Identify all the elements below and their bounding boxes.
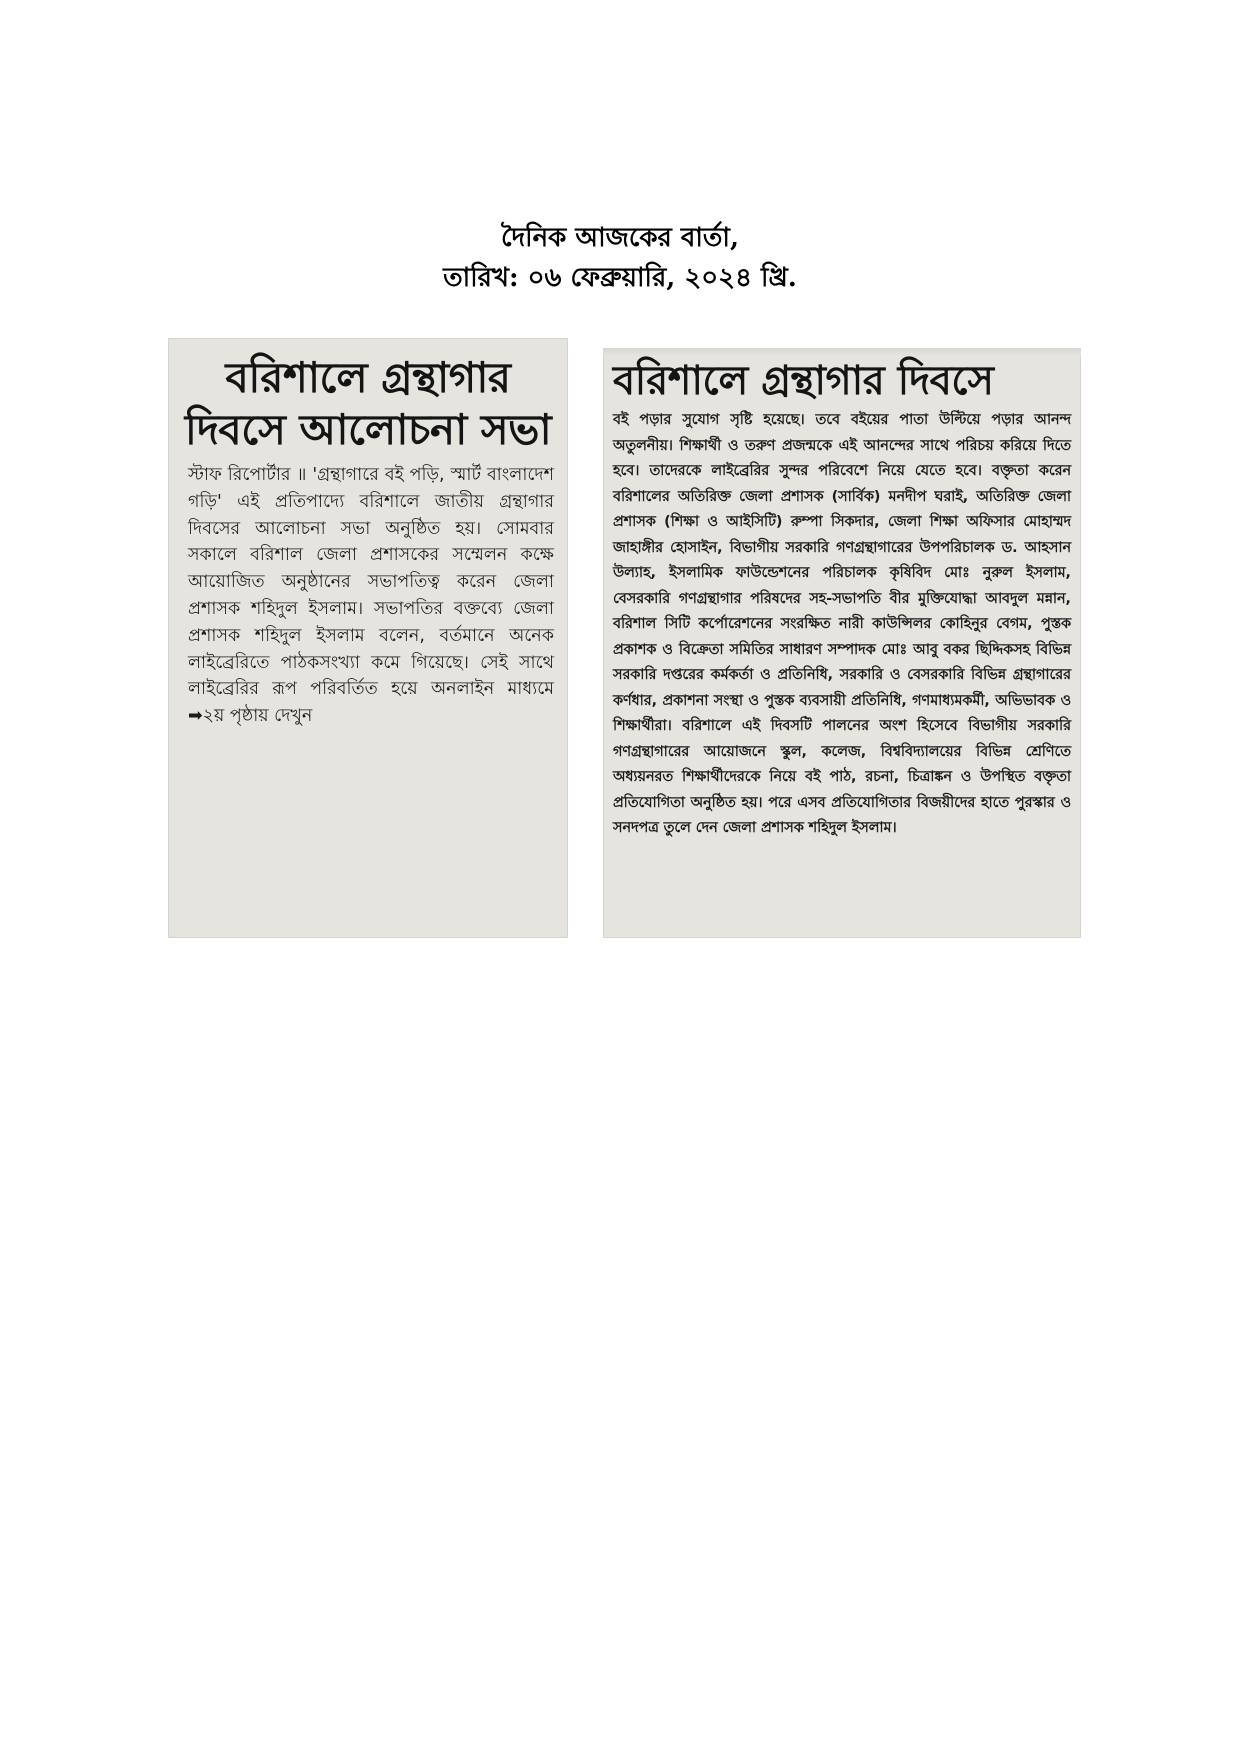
clipping-body: বই পড়ার সুযোগ সৃষ্টি হয়েছে। তবে বইয়ের পাতা উল্টিয়ে পড়ার আনন্দ অতুলনীয়। শিক্ষার্থী ও তরুণ প্রজন্মকে এই আনন্দের সাথে পরিচয় করিয়ে দিতে হবে। তাদেরকে লাইব্রেরির সুন্দর পরিবেশে নিয়ে যেতে হবে। বক্তৃতা করেন বরিশালের অতিরিক্ত জেলা প্রশাসক (সার্বিক) মনদীপ ঘরাই, অতিরিক্ত জেলা প্রশাসক (শিক্ষা ও আইসিটি) রুম্পা সিকদার, জেলা শিক্ষা অফিসার মোহাম্মদ জাহাঙ্গীর হোসাইন, বিভাগীয় সরকারি গণগ্রন্থাগারের উপপরিচালক ড. আহসান উল্যাহ, ইসলামিক ফাউন্ডেশনের পরিচালক কৃষিবিদ মোঃ নুরুল ইসলাম, বেসরকারি গণগ্রন্থাগার পরিষদের সহ-সভাপতি বীর মুক্তিযোদ্ধা আবদুল মন্নান, বরিশাল সিটি কর্পোরেশনের সংরক্ষিত নারী কাউন্সিলর কোহিনুর বেগম, পুস্তক প্রকাশক ও বিক্রেতা সমিতির সাধারণ সম্পাদক মোঃ আবু বকর ছিদ্দিকসহ বিভিন্ন সরকারি দপ্তরের কর্মকর্তা ও প্রতিনিধি, সরকারি ও বেসরকারি বিভিন্ন গ্রন্থাগারের কর্ণধার, প্রকাশনা সংস্থা ও পুস্তক ব্যবসায়ী প্রতিনিধি, গণমাধ্যমকর্মী, অভিভাবক ও শিক্ষার্থীরা। বরিশালে এই দিবসটি পালনের অংশ হিসেবে বিভাগীয় সরকারি গণগ্রন্থাগারের আয়োজনে স্কুল, কলেজ, বিশ্ববিদ্যালয়ের বিভিন্ন শ্রেণিতে অধ্যয়নরত শিক্ষার্থীদেরকে নিয়ে বই পাঠ, রচনা, চিত্রাঙ্কন ও উপস্থিত বক্তৃতা প্রতিযোগিতা অনুষ্ঠিত হয়। পরে এসব প্রতিযোগিতার বিজয়ীদের হাতে পুরস্কার ও সনদপত্র তুলে দেন জেলা প্রশাসক শহিদুল ইসলাম।	[613, 412, 1071, 836]
news-clipping-front-page	[168, 338, 568, 938]
clipping-headline: বরিশালে গ্রন্থাগার দিবসে আলোচনা সভা	[184, 353, 552, 454]
document-header	[0, 218, 1240, 298]
publication-date: তারিখ: ০৬ ফেব্রুয়ারি, ২০২৪ খ্রি.	[443, 263, 797, 293]
news-clipping-continuation	[603, 348, 1081, 938]
torn-masthead-edge	[603, 348, 1081, 356]
newspaper-name: দৈনিক আজকের বার্তা,	[500, 223, 740, 253]
clipping-headline: বরিশালে গ্রন্থাগার দিবসে	[613, 358, 994, 404]
clipping-body: স্টাফ রিপোর্টার ॥ 'গ্রন্থাগারে বই পড়ি, স্মার্ট বাংলাদেশ গড়ি' এই প্রতিপাদ্যে বরিশালে জাতীয় গ্রন্থাগার দিবসের আলোচনা সভা অনুষ্ঠিত হয়। সোমবার সকালে বরিশাল জেলা প্রশাসকের সম্মেলন কক্ষে আয়োজিত অনুষ্ঠানের সভাপতিত্ব করেন জেলা প্রশাসক শহিদুল ইসলাম। সভাপতির বক্তব্যে জেলা প্রশাসক শহিদুল ইসলাম বলেন, বর্তমানে অনেক লাইব্রেরিতে পাঠকসংখ্যা কমে গিয়েছে। সেই সাথে লাইব্রেরির রূপ পরিবর্তিত হয়ে অনলাইন মাধ্যমে ➡২য় পৃষ্ঠায় দেখুন	[188, 465, 554, 727]
